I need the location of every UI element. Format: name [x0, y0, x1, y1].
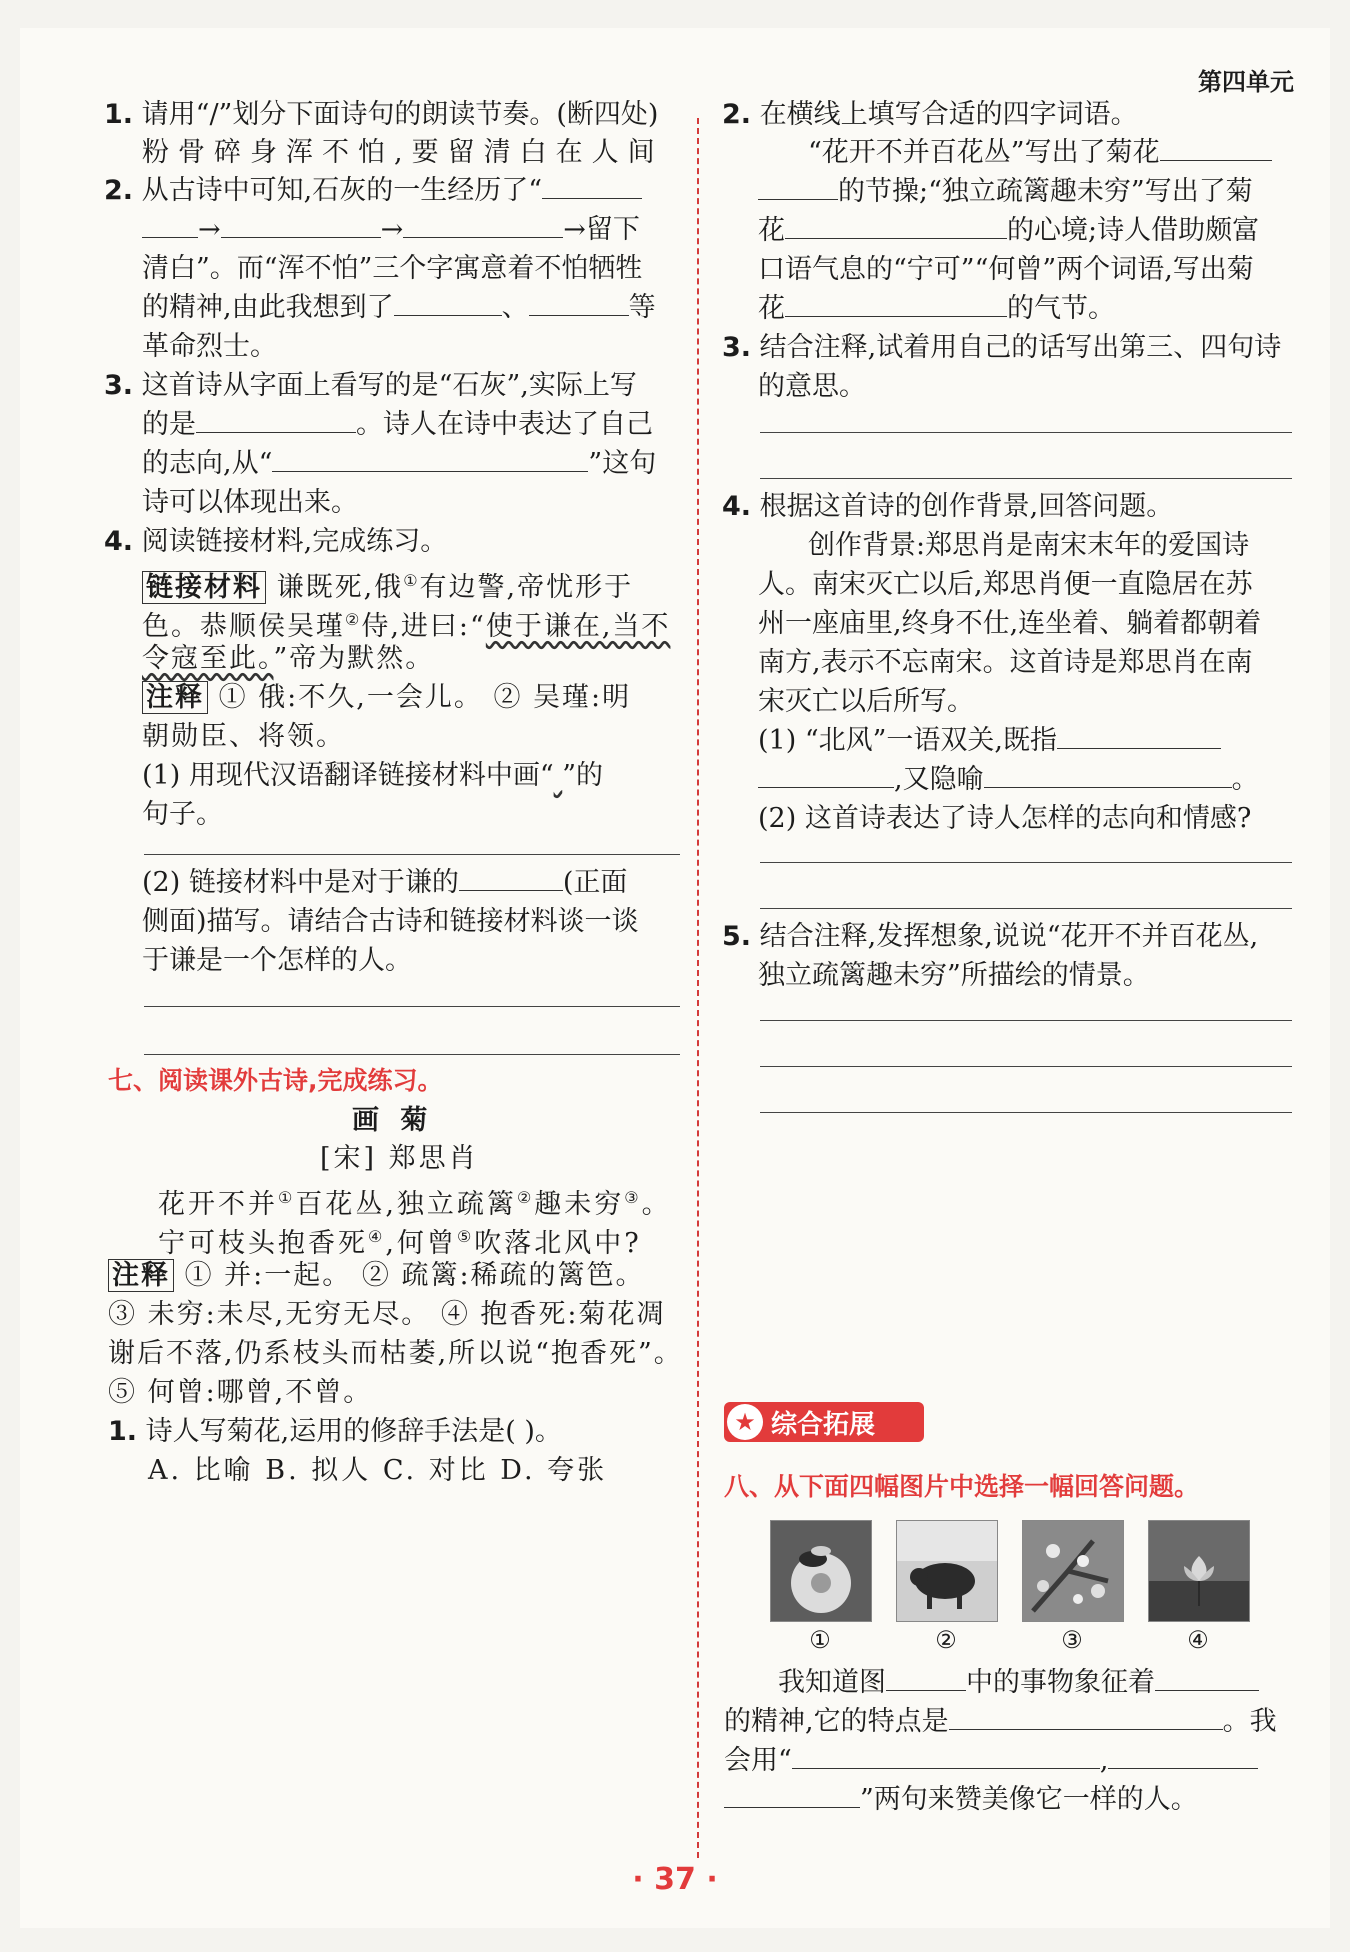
- unit-header: 第四单元: [1198, 68, 1294, 96]
- right-q2-line4: 花 的心境;诗人借助颇富: [758, 212, 1259, 250]
- answer-line[interactable]: [760, 1066, 1292, 1067]
- left-q2-line3: 清白”。而“浑不怕”三个字寓意着不怕牺牲: [142, 253, 643, 284]
- link-material-line1: 链接材料 谦既死,俄①有边警,帝忧形于: [142, 562, 633, 607]
- section-8-heading: 八、从下面四幅图片中选择一幅回答问题。: [724, 1472, 1200, 1501]
- link-material-label: 链接材料: [142, 571, 266, 604]
- page-number: · 37 ·: [632, 1862, 718, 1897]
- right-q4-sub1-line2: ,又隐喻 。: [758, 761, 1259, 799]
- right-q4-sub1: (1) “北风”一语双关,既指: [758, 722, 1221, 760]
- poem-note2: ③ 未穷:未尽,无穷无尽。 ④ 抱香死:菊花凋: [108, 1299, 666, 1330]
- column-divider: [697, 118, 699, 1858]
- answer-line[interactable]: [760, 478, 1292, 479]
- answer-line[interactable]: [144, 1006, 680, 1007]
- left-q3-line4: 诗可以体现出来。: [142, 487, 358, 518]
- answer-line[interactable]: [760, 862, 1292, 863]
- blank[interactable]: [542, 172, 642, 199]
- fill-line1: 我知道图 中的事物象征着: [778, 1664, 1259, 1702]
- answer-line[interactable]: [760, 1020, 1292, 1021]
- poem-note4: ⑤ 何曾:哪曾,不曾。: [108, 1377, 373, 1408]
- fill-line2: 的精神,它的特点是 。我: [724, 1703, 1277, 1741]
- right-q3-line2: 的意思。: [758, 371, 866, 402]
- right-q5: 5. 结合注释,发挥想象,说说“花开不并百花丛,: [722, 921, 1259, 952]
- link-material-line3: 令寇至此。”帝为默然。: [142, 643, 435, 674]
- poem-line1: 花开不并①百花丛,独立疏篱②趣未穷③。: [158, 1188, 672, 1220]
- poem-note3: 谢后不落,仍系枝头而枯萎,所以说“抱香死”。: [108, 1338, 683, 1369]
- poem-note1: 注释 ① 并:一起。 ② 疏篱:稀疏的篱笆。: [108, 1257, 645, 1295]
- picture-label: ①: [809, 1626, 831, 1654]
- star-icon: ★: [727, 1404, 763, 1440]
- picture-label: ③: [1061, 1626, 1083, 1654]
- note-line2: 朝勋臣、将领。: [142, 721, 345, 752]
- right-q4: 4. 根据这首诗的创作背景,回答问题。: [722, 491, 1174, 522]
- answer-line[interactable]: [760, 1112, 1292, 1113]
- left-q2-line4: 的精神,由此我想到了 、 等: [142, 289, 656, 327]
- left-q2-line2: → → →留下: [142, 211, 640, 249]
- poem-q1-options[interactable]: A. 比喻 B. 拟人 C. 对比 D. 夸张: [148, 1455, 608, 1486]
- background-line3: 州一座庙里,终身不仕,连坐着、躺着都朝着: [758, 608, 1262, 639]
- right-q2-line6: 花 的气节。: [758, 290, 1115, 328]
- picture-label: ④: [1187, 1626, 1209, 1654]
- poem-q1: 1. 诗人写菊花,运用的修辞手法是( )。: [108, 1416, 562, 1447]
- left-q1-verse: 粉骨碎身浑不怕,要留清白在人间: [142, 137, 664, 168]
- fill-line4: ”两句来赞美像它一样的人。: [724, 1781, 1198, 1819]
- left-q4: 4. 阅读链接材料,完成练习。: [104, 526, 448, 557]
- picture-label: ②: [935, 1626, 957, 1654]
- poem-author: [宋] 郑思肖: [320, 1143, 479, 1174]
- picture-1-bee-flower[interactable]: [770, 1520, 872, 1622]
- poem-line2: 宁可枝头抱香死④,何曾⑤吹落北风中?: [158, 1227, 642, 1259]
- section-7-heading: 七、阅读课外古诗,完成练习。: [108, 1066, 443, 1095]
- right-q5-line2: 独立疏篱趣未穷”所描绘的情景。: [758, 960, 1150, 991]
- background-line2: 人。南宋灭亡以后,郑思肖便一直隐居在苏: [758, 569, 1253, 600]
- background-line5: 宋灭亡以后所写。: [758, 686, 974, 717]
- picture-4-lotus[interactable]: [1148, 1520, 1250, 1622]
- left-q3-line2: 的是 。诗人在诗中表达了自己: [142, 406, 653, 444]
- fill-line3: 会用“ ,: [724, 1742, 1258, 1780]
- right-q4-sub2: (2) 这首诗表达了诗人怎样的志向和情感?: [758, 803, 1252, 834]
- comprehensive-expansion-badge: ★ 综合拓展: [724, 1402, 924, 1442]
- left-q2: 2. 从古诗中可知,石灰的一生经历了“: [104, 172, 642, 210]
- answer-line[interactable]: [144, 1054, 680, 1055]
- picture-2-ox[interactable]: [896, 1520, 998, 1622]
- poem-title: 画 菊: [352, 1105, 434, 1136]
- right-q2: 2. 在横线上填写合适的四字词语。: [722, 99, 1138, 130]
- note-line1: 注释 ① 俄:不久,一会儿。 ② 吴瑾:明: [142, 679, 631, 717]
- sub-q2: (2) 链接材料中是对于谦的 (正面: [142, 864, 627, 902]
- right-q3: 3. 结合注释,试着用自己的话写出第三、四句诗: [722, 332, 1282, 363]
- answer-line[interactable]: [760, 908, 1292, 909]
- sub-q1: (1) 用现代汉语翻译链接材料中画“ ”的: [142, 760, 604, 791]
- sub-q2-line3: 于谦是一个怎样的人。: [142, 945, 412, 976]
- sub-q2-line2: 侧面)描写。请结合古诗和链接材料谈一谈: [142, 906, 639, 937]
- sub-q1-line2: 句子。: [142, 799, 223, 830]
- background-line4: 南方,表示不忘南宋。这首诗是郑思肖在南: [758, 647, 1253, 678]
- answer-line[interactable]: [760, 432, 1292, 433]
- right-q2-line3: 的节操;“独立疏篱趣未穷”写出了菊: [758, 173, 1253, 211]
- right-q2-line5: 口语气息的“宁可”“何曾”两个词语,写出菊: [758, 254, 1254, 285]
- answer-line[interactable]: [144, 854, 680, 855]
- right-q2-line2: “花开不并百花丛”写出了菊花: [808, 134, 1272, 172]
- left-q3: 3. 这首诗从字面上看写的是“石灰”,实际上写: [104, 370, 637, 401]
- note-label: 注释: [142, 681, 208, 714]
- left-q3-line3: 的志向,从“ ”这句: [142, 445, 656, 483]
- left-q2-line5: 革命烈士。: [142, 331, 277, 362]
- left-q1: 1. 请用“/”划分下面诗句的朗读节奏。(断四处): [104, 99, 659, 130]
- background-line1: 创作背景:郑思肖是南宋末年的爱国诗: [808, 530, 1250, 561]
- picture-3-plum-blossom[interactable]: [1022, 1520, 1124, 1622]
- link-material-line2: 色。恭顺侯吴瑾②侍,进曰:“使于谦在,当不: [142, 610, 671, 642]
